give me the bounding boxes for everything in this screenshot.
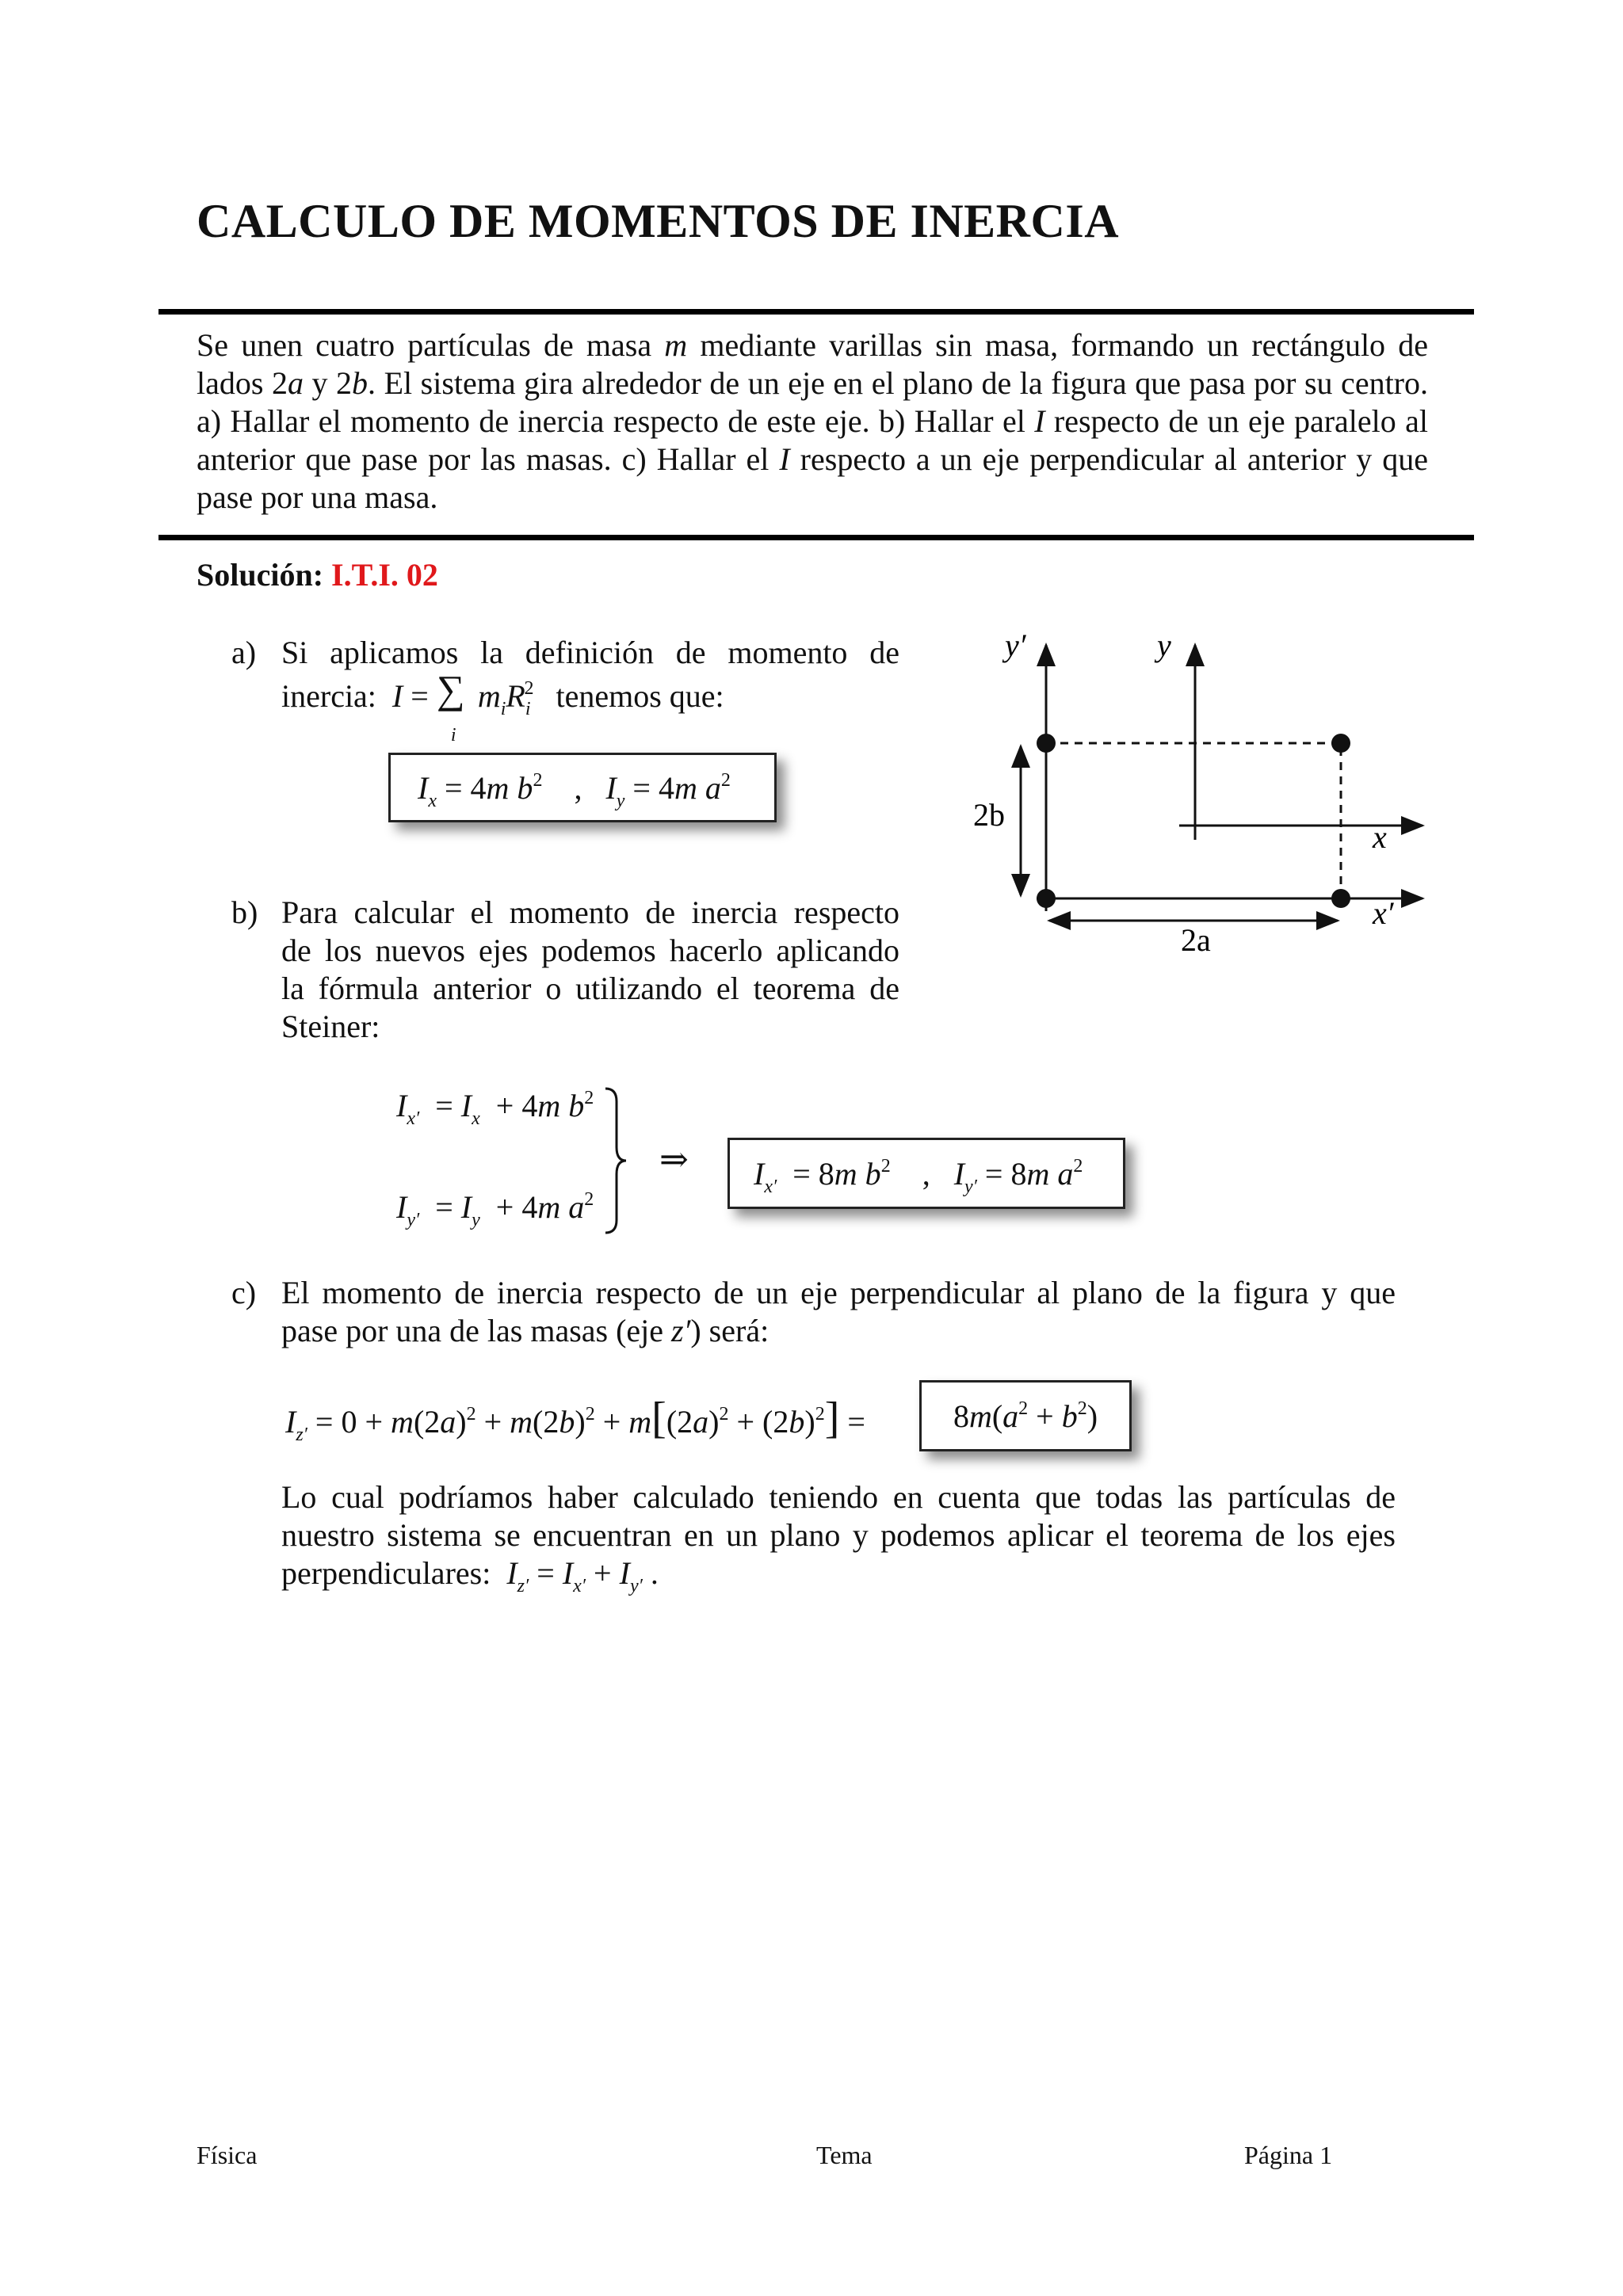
part-b-line2: de los nuevos ejes podemos hacerlo aplicando bbox=[281, 933, 899, 968]
part-b-line3: la fórmula anterior o utilizando el teorema de bbox=[281, 971, 899, 1006]
part-b-marker: b) bbox=[231, 894, 258, 930]
label-x-prime: x′ bbox=[1373, 895, 1394, 931]
solution-heading bbox=[197, 556, 438, 593]
steiner-eq-x: $I_{x'} = I_x + 4m$ $b^2$ bbox=[396, 1088, 594, 1129]
solution-label: Solución: bbox=[197, 557, 324, 593]
part-c-result-box: $8m(a^2 + b^2)$ bbox=[919, 1380, 1132, 1451]
label-2b: 2b bbox=[973, 797, 1005, 833]
part-a-result-box: $I_x = 4m$ $b^2$ , $I_y = 4m$ $a^2$ bbox=[388, 753, 777, 822]
part-c-marker: c) bbox=[231, 1275, 257, 1310]
footer-right: Página 1 bbox=[1244, 2141, 1333, 2169]
footer-center: Tema bbox=[816, 2141, 873, 2169]
part-c-line1: El momento de inercia respecto de un eje perpendicular al plano de la figura y que bbox=[281, 1275, 1396, 1310]
part-b-line4: Steiner: bbox=[281, 1009, 380, 1044]
mass-bottom-right bbox=[1331, 889, 1350, 908]
footer-left: Física bbox=[197, 2141, 258, 2169]
part-c-equation: $I_{z'} = 0 + m(2a)^2 + m(2b)^2 + m[(2a)^2 + (2b)^2]$ = bbox=[285, 1394, 865, 1445]
dashed-rectangle bbox=[1046, 743, 1341, 898]
part-c-conclusion-2: nuestro sistema se encuentran en un plano y podemos aplicar el teorema de los ejes bbox=[281, 1517, 1396, 1553]
part-c-conclusion-1: Lo cual podríamos haber calculado teniendo en cuenta que todas las partículas de bbox=[281, 1479, 1396, 1515]
bottom-rule bbox=[158, 535, 1474, 540]
rectangle-diagram bbox=[967, 626, 1458, 959]
label-y-prime: y′ bbox=[1005, 627, 1026, 663]
label-y: y bbox=[1157, 627, 1171, 663]
solution-code: I.T.I. 02 bbox=[331, 557, 438, 593]
top-rule bbox=[158, 309, 1474, 315]
right-brace bbox=[601, 1085, 632, 1236]
label-x: x bbox=[1373, 819, 1387, 855]
part-a-line1: Si aplicamos la definición de momento de bbox=[281, 635, 899, 670]
page-title: CALCULO DE MOMENTOS DE INERCIA bbox=[197, 195, 1120, 247]
part-c-conclusion-3: perpendiculares: $I_{z'} = I_{x'} + I_{y'}$ . bbox=[281, 1555, 659, 1596]
mass-bottom-left bbox=[1037, 889, 1056, 908]
mass-top-right bbox=[1331, 734, 1350, 753]
part-b-line1: Para calcular el momento de inercia respecto bbox=[281, 894, 899, 930]
steiner-eq-y: $I_{y'} = I_y + 4m$ $a^2$ bbox=[396, 1189, 594, 1230]
mass-top-left bbox=[1037, 734, 1056, 753]
label-2a: 2a bbox=[1181, 922, 1211, 958]
part-c-line2: pase por una de las masas (eje z′) será: bbox=[281, 1313, 769, 1348]
part-b-result-box: $I_{x'} = 8m$ $b^2$ , $I_{y'} = 8m$ $a^2$ bbox=[727, 1138, 1125, 1209]
problem-statement: Se unen cuatro partículas de masa m mediante varillas sin masa, formando un rectángulo de lados 2a y 2b. El sistema gira alrededor de un eje en el plano de la figura que pasa por su centro. a) Hallar el momento de inercia respecto de este eje. b) Hallar el I respecto de un eje paralelo al anterior que pase por las masas. c) Hallar el I respecto a un eje perpendicular al anterior y que pase por una masa. bbox=[197, 327, 1429, 515]
implies-arrow: ⇒ bbox=[659, 1140, 689, 1179]
part-a-line2: inercia: I = ∑ i $m_iR_i^2$ tenemos que: bbox=[281, 667, 724, 746]
part-a-marker: a) bbox=[231, 635, 257, 670]
